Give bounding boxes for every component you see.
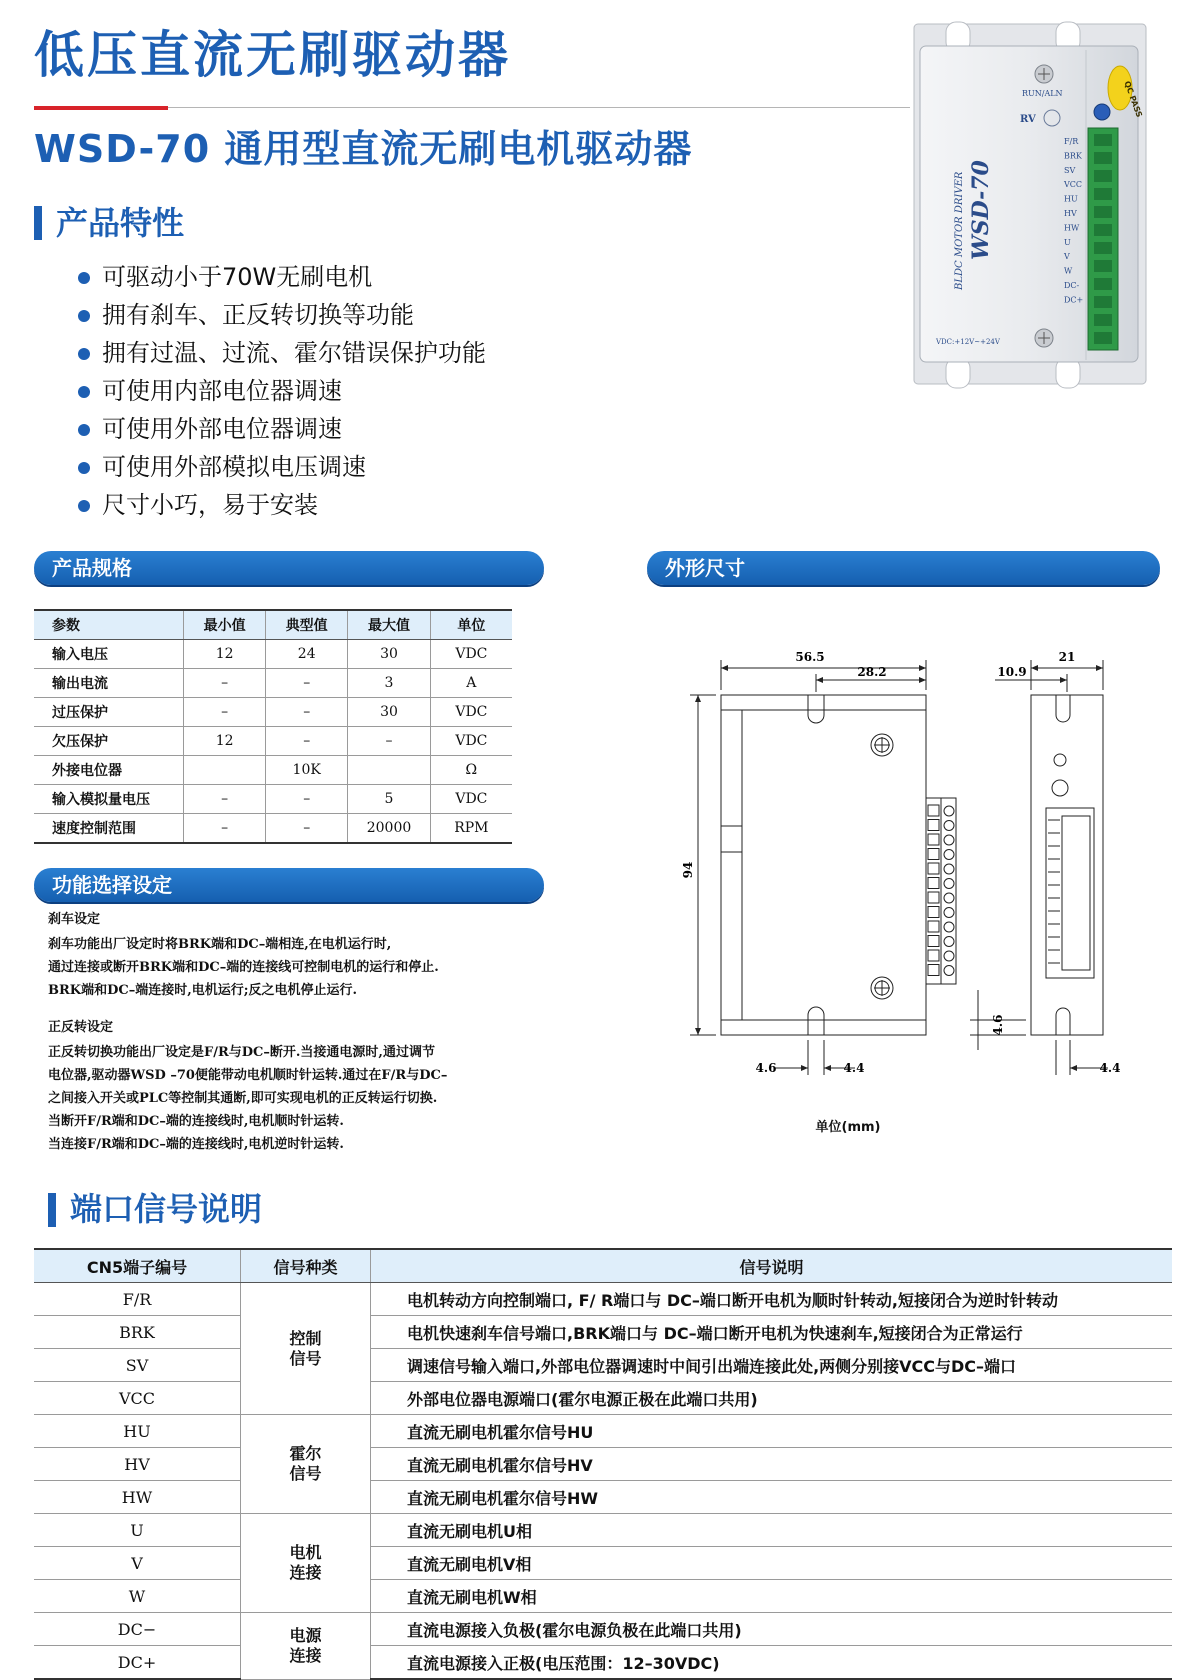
table-row bbox=[34, 1316, 1172, 1349]
pin-cell: VCC bbox=[34, 1382, 241, 1415]
table-cell: 欠压保护 bbox=[34, 727, 184, 756]
terminal-cell bbox=[928, 950, 939, 961]
pin-label: U bbox=[1064, 237, 1071, 247]
column-header: 最小值 bbox=[184, 610, 266, 640]
terminal-screw bbox=[944, 922, 954, 932]
group-cell bbox=[241, 1613, 371, 1680]
table-cell: 10K bbox=[266, 756, 348, 785]
title-underline bbox=[168, 107, 910, 108]
table-cell: – bbox=[184, 814, 266, 844]
table-row bbox=[34, 1481, 1172, 1514]
table-row bbox=[34, 698, 512, 727]
table-row bbox=[34, 1283, 1172, 1316]
title-underline-accent bbox=[34, 106, 168, 110]
terminal-screw bbox=[944, 893, 954, 903]
dim-slot-a: 4.6 bbox=[755, 1061, 777, 1075]
desc-cell: 直流无刷电机霍尔信号HV bbox=[371, 1448, 1173, 1481]
table-cell: – bbox=[266, 698, 348, 727]
desc-cell: 直流电源接入正极(电压范围：12–30VDC) bbox=[371, 1646, 1173, 1680]
dimensions-heading: 外形尺寸 bbox=[647, 551, 1160, 585]
terminal-cell bbox=[928, 878, 939, 889]
features-heading: 产品特性 bbox=[56, 204, 185, 242]
feature-text: 可使用内部电位器调速 bbox=[102, 377, 342, 405]
terminal-screw bbox=[944, 879, 954, 889]
feature-text: 可使用外部电位器调速 bbox=[102, 415, 342, 443]
feature-text: 可驱动小于70W无刷电机 bbox=[102, 263, 373, 291]
pin-label: DC+ bbox=[1064, 295, 1084, 305]
feature-text: 拥有刹车、正反转切换等功能 bbox=[102, 301, 414, 329]
table-row bbox=[34, 1646, 1172, 1680]
table-cell: – bbox=[266, 727, 348, 756]
port-table bbox=[34, 1248, 1172, 1680]
brake-line: BRK端和DC–端连接时,电机运行;反之电机停止运行. bbox=[48, 983, 358, 998]
pin-label: SV bbox=[1064, 165, 1076, 175]
pin-cell: W bbox=[34, 1580, 241, 1613]
pin-cell: DC− bbox=[34, 1613, 241, 1646]
terminal-screw bbox=[944, 966, 954, 976]
pin-label: VCC bbox=[1064, 180, 1083, 190]
desc-cell: 外部电位器电源端口(霍尔电源正极在此端口共用) bbox=[371, 1382, 1173, 1415]
terminal-screw bbox=[944, 937, 954, 947]
table-row bbox=[34, 1613, 1172, 1646]
terminal-cell bbox=[928, 820, 939, 831]
page-title: 低压直流无刷驱动器 bbox=[34, 26, 511, 84]
function-heading: 功能选择设定 bbox=[34, 868, 544, 902]
brake-line: 刹车功能出厂设定时将BRK端和DC–端相连,在电机运行时, bbox=[48, 937, 392, 952]
table-row bbox=[34, 1448, 1172, 1481]
feature-item bbox=[74, 334, 486, 372]
features-heading-bar bbox=[34, 206, 42, 240]
table-cell: 12 bbox=[184, 640, 266, 669]
table-row bbox=[34, 814, 512, 844]
table-cell: – bbox=[266, 785, 348, 814]
direction-line: 电位器,驱动器WSD –70便能带动电机顺时针运转.通过在F/R与DC– bbox=[48, 1068, 448, 1083]
table-cell: 输出电流 bbox=[34, 669, 184, 698]
bullet-icon bbox=[78, 386, 90, 398]
vdc-text: VDC:+12V~+24V bbox=[936, 338, 1000, 346]
feature-text: 拥有过温、过流、霍尔错误保护功能 bbox=[102, 339, 486, 367]
column-header: CN5端子编号 bbox=[34, 1249, 241, 1283]
table-row bbox=[34, 669, 512, 698]
desc-cell: 直流电源接入负极(霍尔电源负极在此端口共用) bbox=[371, 1613, 1173, 1646]
model-text: WSD-70 bbox=[968, 160, 994, 260]
qc-sticker-text: QC PASS bbox=[1122, 79, 1144, 119]
pin-cell: BRK bbox=[34, 1316, 241, 1349]
terminal-screw bbox=[944, 835, 954, 845]
direction-line: 之间接入开关或PLC等控制其通断,即可实现电机的正反转运行切换. bbox=[48, 1091, 438, 1106]
table-cell: 输入电压 bbox=[34, 640, 184, 669]
group-label: 霍尔 bbox=[289, 1444, 322, 1463]
table-cell: – bbox=[266, 669, 348, 698]
pin-cell: DC+ bbox=[34, 1646, 241, 1680]
table-cell: RPM bbox=[430, 814, 512, 844]
table-cell bbox=[184, 756, 266, 785]
ports-heading-bar bbox=[48, 1193, 56, 1227]
pin-label: W bbox=[1064, 266, 1073, 276]
table-cell: – bbox=[348, 727, 430, 756]
pin-label: HW bbox=[1064, 223, 1080, 233]
group-label: 连接 bbox=[289, 1563, 322, 1582]
desc-cell: 电机转动方向控制端口, F/ R端口与 DC–端口断开电机为顺时针转动,短接闭合为逆时针转动 bbox=[371, 1283, 1173, 1316]
pin-cell: HU bbox=[34, 1415, 241, 1448]
table-cell: 外接电位器 bbox=[34, 756, 184, 785]
dim-slot-b: 4.4 bbox=[843, 1061, 865, 1075]
terminal-screw bbox=[944, 821, 954, 831]
pin-label: DC- bbox=[1064, 281, 1080, 290]
pin-label: BRK bbox=[1064, 151, 1082, 161]
bullet-icon bbox=[78, 272, 90, 284]
table-row bbox=[34, 785, 512, 814]
table-row bbox=[34, 727, 512, 756]
table-row bbox=[34, 1547, 1172, 1580]
group-cell bbox=[241, 1514, 371, 1613]
brake-heading: 刹车设定 bbox=[48, 912, 101, 927]
bullet-icon bbox=[78, 500, 90, 512]
group-label: 电机 bbox=[289, 1543, 322, 1562]
column-header: 信号种类 bbox=[241, 1249, 371, 1283]
table-header-row bbox=[34, 610, 512, 640]
table-cell: 24 bbox=[266, 640, 348, 669]
dim-height: 94 bbox=[681, 861, 695, 879]
terminal-screw bbox=[944, 864, 954, 874]
terminal-cell bbox=[928, 849, 939, 860]
table-row bbox=[34, 640, 512, 669]
group-label: 连接 bbox=[289, 1645, 322, 1665]
bullet-icon bbox=[78, 424, 90, 436]
desc-cell: 直流无刷电机霍尔信号HU bbox=[371, 1415, 1173, 1448]
bullet-icon bbox=[78, 462, 90, 474]
brand-text: BLDC MOTOR DRIVER bbox=[954, 171, 965, 290]
column-header: 典型值 bbox=[266, 610, 348, 640]
table-cell: – bbox=[266, 814, 348, 844]
table-cell: VDC bbox=[430, 640, 512, 669]
pin-label: V bbox=[1064, 252, 1070, 262]
feature-item bbox=[74, 258, 486, 296]
terminal-cell bbox=[928, 892, 939, 903]
group-label: 电源 bbox=[289, 1625, 322, 1645]
feature-item bbox=[74, 448, 486, 486]
terminal-screw bbox=[944, 908, 954, 918]
terminal-cell bbox=[928, 907, 939, 918]
desc-cell: 调速信号输入端口,外部电位器调速时中间引出端连接此处,两侧分别接VCC与DC–端口 bbox=[371, 1349, 1173, 1382]
table-header-row bbox=[34, 1249, 1172, 1283]
feature-item bbox=[74, 410, 486, 448]
dim-side-slot-a: 4.6 bbox=[991, 1014, 1005, 1036]
rv-label: RV bbox=[1020, 114, 1036, 125]
pin-cell: F/R bbox=[34, 1283, 241, 1316]
group-cell bbox=[241, 1283, 371, 1415]
terminal-cell bbox=[928, 834, 939, 845]
table-cell: 过压保护 bbox=[34, 698, 184, 727]
direction-line: 正反转切换功能出厂设定是F/R与DC–断开.当接通电源时,通过调节 bbox=[48, 1045, 435, 1060]
dim-width-half: 28.2 bbox=[857, 665, 887, 679]
pin-label: HV bbox=[1064, 209, 1077, 218]
table-cell bbox=[348, 756, 430, 785]
dim-side-width: 21 bbox=[1058, 650, 1076, 664]
terminal-cell bbox=[928, 921, 939, 932]
direction-heading: 正反转设定 bbox=[48, 1020, 114, 1035]
terminal-cell bbox=[928, 863, 939, 874]
bullet-icon bbox=[78, 348, 90, 360]
spec-heading: 产品规格 bbox=[34, 551, 544, 585]
column-header: 参数 bbox=[34, 610, 184, 640]
group-label: 控制 bbox=[289, 1328, 322, 1348]
terminal-cell bbox=[928, 805, 939, 816]
table-row bbox=[34, 1580, 1172, 1613]
terminal-screw bbox=[944, 850, 954, 860]
unit-label: 单位(mm) bbox=[815, 1120, 881, 1135]
table-cell: VDC bbox=[430, 698, 512, 727]
table-cell: – bbox=[184, 669, 266, 698]
table-row bbox=[34, 1382, 1172, 1415]
dimension-drawing bbox=[650, 630, 1170, 1140]
desc-cell: 电机快速刹车信号端口,BRK端口与 DC–端口断开电机为快速刹车,短接闭合为正常运行 bbox=[371, 1316, 1173, 1349]
dim-side-slot-b: 4.4 bbox=[1099, 1061, 1121, 1075]
pin-cell: SV bbox=[34, 1349, 241, 1382]
table-cell: VDC bbox=[430, 785, 512, 814]
table-cell: 3 bbox=[348, 669, 430, 698]
table-cell: 5 bbox=[348, 785, 430, 814]
table-row bbox=[34, 1349, 1172, 1382]
table-cell: 30 bbox=[348, 640, 430, 669]
function-text bbox=[48, 908, 518, 1156]
group-cell bbox=[241, 1415, 371, 1514]
bullet-icon bbox=[78, 310, 90, 322]
desc-cell: 直流无刷电机W相 bbox=[371, 1580, 1173, 1613]
dim-side-offset: 10.9 bbox=[997, 665, 1027, 679]
run-aln-label: RUN/ALN bbox=[1022, 89, 1063, 98]
column-header: 最大值 bbox=[348, 610, 430, 640]
table-cell: 20000 bbox=[348, 814, 430, 844]
table-cell: A bbox=[430, 669, 512, 698]
table-cell: Ω bbox=[430, 756, 512, 785]
direction-line: 当断开F/R端和DC–端的连接线时,电机顺时针运转. bbox=[48, 1114, 344, 1129]
table-cell: – bbox=[184, 698, 266, 727]
ports-heading: 端口信号说明 bbox=[70, 1190, 263, 1228]
pin-cell: HW bbox=[34, 1481, 241, 1514]
feature-item bbox=[74, 296, 486, 334]
table-cell: 12 bbox=[184, 727, 266, 756]
feature-list bbox=[74, 258, 486, 524]
page-subtitle: WSD-70 通用型直流无刷电机驱动器 bbox=[34, 127, 693, 171]
terminal-screw bbox=[944, 806, 954, 816]
table-row bbox=[34, 1415, 1172, 1448]
pin-label: HU bbox=[1064, 194, 1078, 204]
terminal-screw bbox=[944, 951, 954, 961]
table-cell: VDC bbox=[430, 727, 512, 756]
product-photo bbox=[906, 20, 1168, 392]
pin-cell: V bbox=[34, 1547, 241, 1580]
terminal-cell bbox=[928, 965, 939, 976]
feature-item bbox=[74, 486, 486, 524]
table-cell: 速度控制范围 bbox=[34, 814, 184, 844]
direction-line: 当连接F/R端和DC–端的连接线时,电机逆时针运转. bbox=[48, 1137, 344, 1152]
pin-cell: HV bbox=[34, 1448, 241, 1481]
table-cell: 30 bbox=[348, 698, 430, 727]
brake-line: 通过连接或断开BRK端和DC–端的连接线可控制电机的运行和停止. bbox=[48, 960, 439, 975]
group-label: 信号 bbox=[289, 1464, 322, 1483]
feature-text: 尺寸小巧，易于安装 bbox=[102, 491, 318, 519]
group-label: 信号 bbox=[289, 1348, 322, 1368]
desc-cell: 直流无刷电机V相 bbox=[371, 1547, 1173, 1580]
terminal-cell bbox=[928, 936, 939, 947]
pin-cell: U bbox=[34, 1514, 241, 1547]
spec-table bbox=[34, 609, 512, 844]
table-cell: – bbox=[184, 785, 266, 814]
desc-cell: 直流无刷电机U相 bbox=[371, 1514, 1173, 1547]
column-header: 信号说明 bbox=[371, 1249, 1173, 1283]
table-row bbox=[34, 1514, 1172, 1547]
feature-text: 可使用外部模拟电压调速 bbox=[102, 453, 366, 481]
feature-item bbox=[74, 372, 486, 410]
column-header: 单位 bbox=[430, 610, 512, 640]
table-cell: 输入模拟量电压 bbox=[34, 785, 184, 814]
pin-label: F/R bbox=[1064, 137, 1079, 146]
desc-cell: 直流无刷电机霍尔信号HW bbox=[371, 1481, 1173, 1514]
dim-width-total: 56.5 bbox=[795, 650, 825, 664]
table-row bbox=[34, 756, 512, 785]
